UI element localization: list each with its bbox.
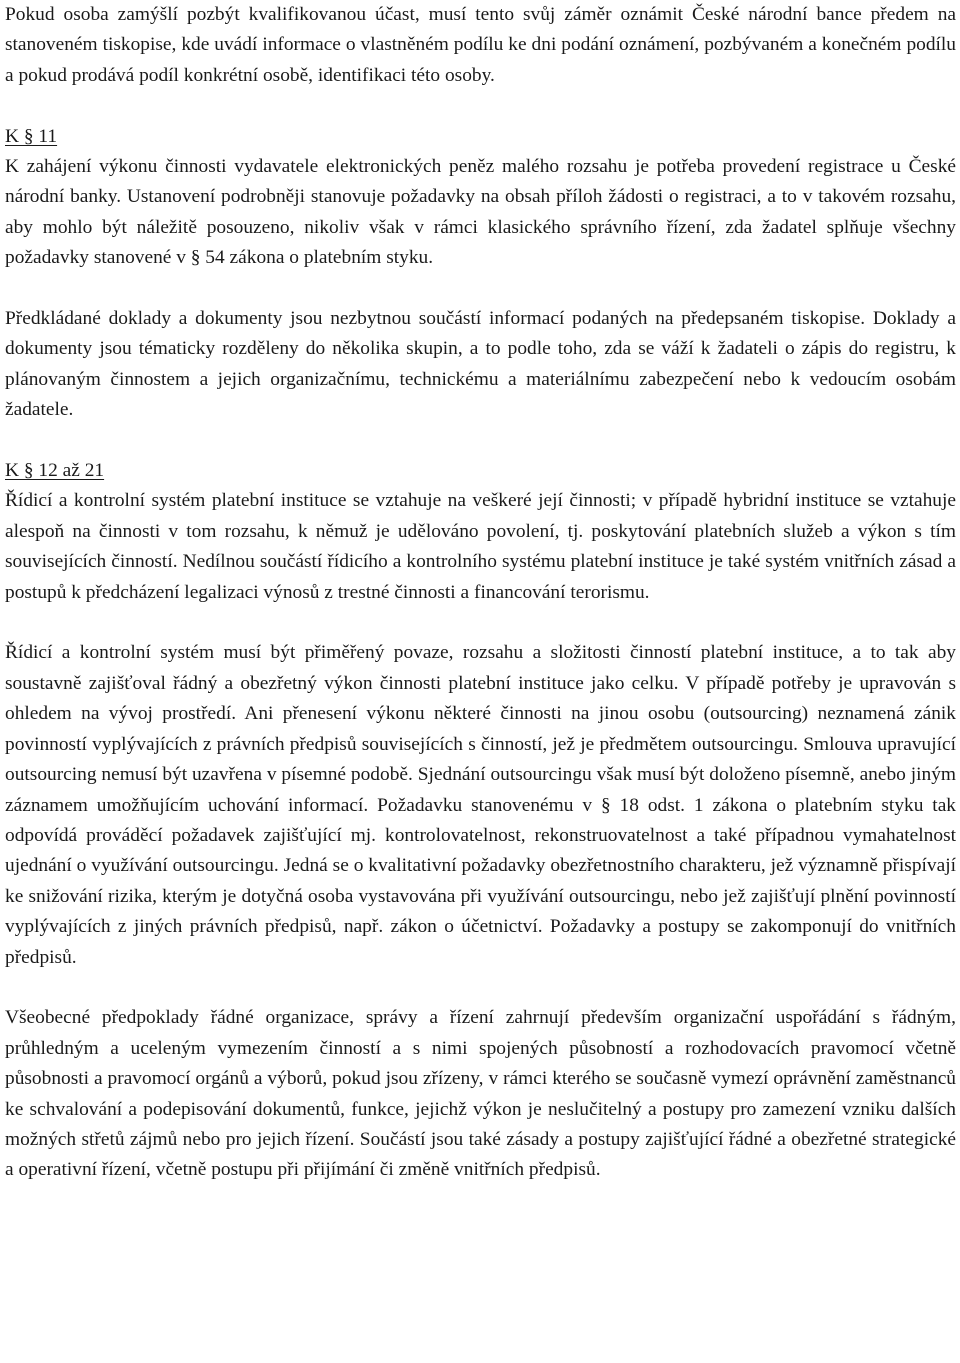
paragraph-organization: Všeobecné předpoklady řádné organizace, správy a řízení zahrnují především organizační uspořádání s řádným, průhledným a uceleným vymezením činností a s nimi spojených působností a rozhodovacích pravomocí včetně působnosti a pravomocí orgánů a výborů, pokud jsou zřízeny, v rámci kterého se současně vymezí oprávnění zaměstnanců ke schvalování a podepisování dokumentů, funkce, jejichž výkon je neslučitelný a postupy pro zamezení vzniku dalších možných střetů zájmů nebo pro jejich řízení. Součástí jsou také zásady a postupy zajišťující řádné a obezřetné strategické a operativní řízení, včetně postupu při přijímání či změně vnitřních předpisů. (5, 1007, 956, 1181)
paragraph-qualified-holding: Pokud osoba zamýšlí pozbýt kvalifikovanou účast, musí tento svůj záměr oznámit České národní bance předem na stanoveném tiskopise, kde uvádí informace o vlastněném podílu ke dni podání oznámení, pozbývaném a konečném podílu a pokud prodává podíl konkrétní osobě, identifikaci této osoby. (5, 4, 956, 86)
spacer (5, 274, 956, 304)
spacer (5, 91, 956, 121)
document-page (5, 0, 956, 1186)
paragraph-registration: K zahájení výkonu činnosti vydavatele elektronických peněz malého rozsahu je potřeba provedení registrace u České národní banky. Ustanovení podrobněji stanovuje požadavky na obsah příloh žádosti o registraci, a to v takovém rozsahu, aby mohlo být náležitě posouzeno, nikoliv však v rámci klasického správního řízení, zda žadatel splňuje všechny požadavky stanovené v § 54 zákona o platebním styku. (5, 156, 956, 269)
spacer (5, 426, 956, 456)
spacer (5, 608, 956, 638)
section-heading-11: K § 11 (5, 125, 58, 147)
paragraph-outsourcing: Řídicí a kontrolní systém musí být přiměřený povaze, rozsahu a složitosti činností platební instituce, a to tak aby soustavně zajišťoval řádný a obezřetný výkon činnosti platební instituce jako celku. V případě potřeby je upravován s ohledem na vývoj prostředí. Ani přenesení výkonu některé činnosti na jinou osobu (outsourcing) neznamená zánik povinností vyplývajících z právních předpisů souvisejících s činností, jež je předmětem outsourcingu. Smlouva upravující outsourcing nemusí být uzavřena v písemné podobě. Sjednání outsourcingu však musí být doloženo písemně, anebo jiným záznamem umožňujícím uchování informací. Požadavku stanovenému v § 18 odst. 1 zákona o platebním styku tak odpovídá prováděcí požadavek zajišťující mj. kontrolovatelnost, rekonstruovatelnost a také případnou vymahatelnost ujednání o využívání outsourcingu. Jedná se o kvalitativní požadavky obezřetnostního charakteru, jež významně přispívají ke snižování rizika, kterým je dotyčná osoba vystavována při využívání outsourcingu, nebo jež zajišťují plnění povinností vyplývajících z jiných právních předpisů, např. zákon o účetnictví. Požadavky a postupy se zakomponují do vnitřních předpisů. (5, 642, 956, 968)
spacer (5, 973, 956, 1003)
paragraph-documents: Předkládané doklady a dokumenty jsou nezbytnou součástí informací podaných na předepsaném tiskopise. Doklady a dokumenty jsou tématicky rozděleny do několika skupin, a to podle toho, zda se váží k žadateli o zápis do registru, k plánovaným činnostem a jejich organizačnímu, technickému a materiálnímu zabezpečení nebo k vedoucím osobám žadatele. (5, 308, 956, 421)
paragraph-control-system: Řídicí a kontrolní systém platební instituce se vztahuje na veškeré její činnosti; v případě hybridní instituce se vztahuje alespoň na činnosti v tom rozsahu, k němuž je udělováno povolení, tj. poskytování platebních služeb a výkon s tím souvisejících činností. Nedílnou součástí řídicího a kontrolního systému platební instituce je také systém vnitřních zásad a postupů k předcházení legalizaci výnosů z trestné činnosti a financování terorismu. (5, 490, 956, 603)
section-heading-12-21: K § 12 až 21 (5, 460, 105, 482)
